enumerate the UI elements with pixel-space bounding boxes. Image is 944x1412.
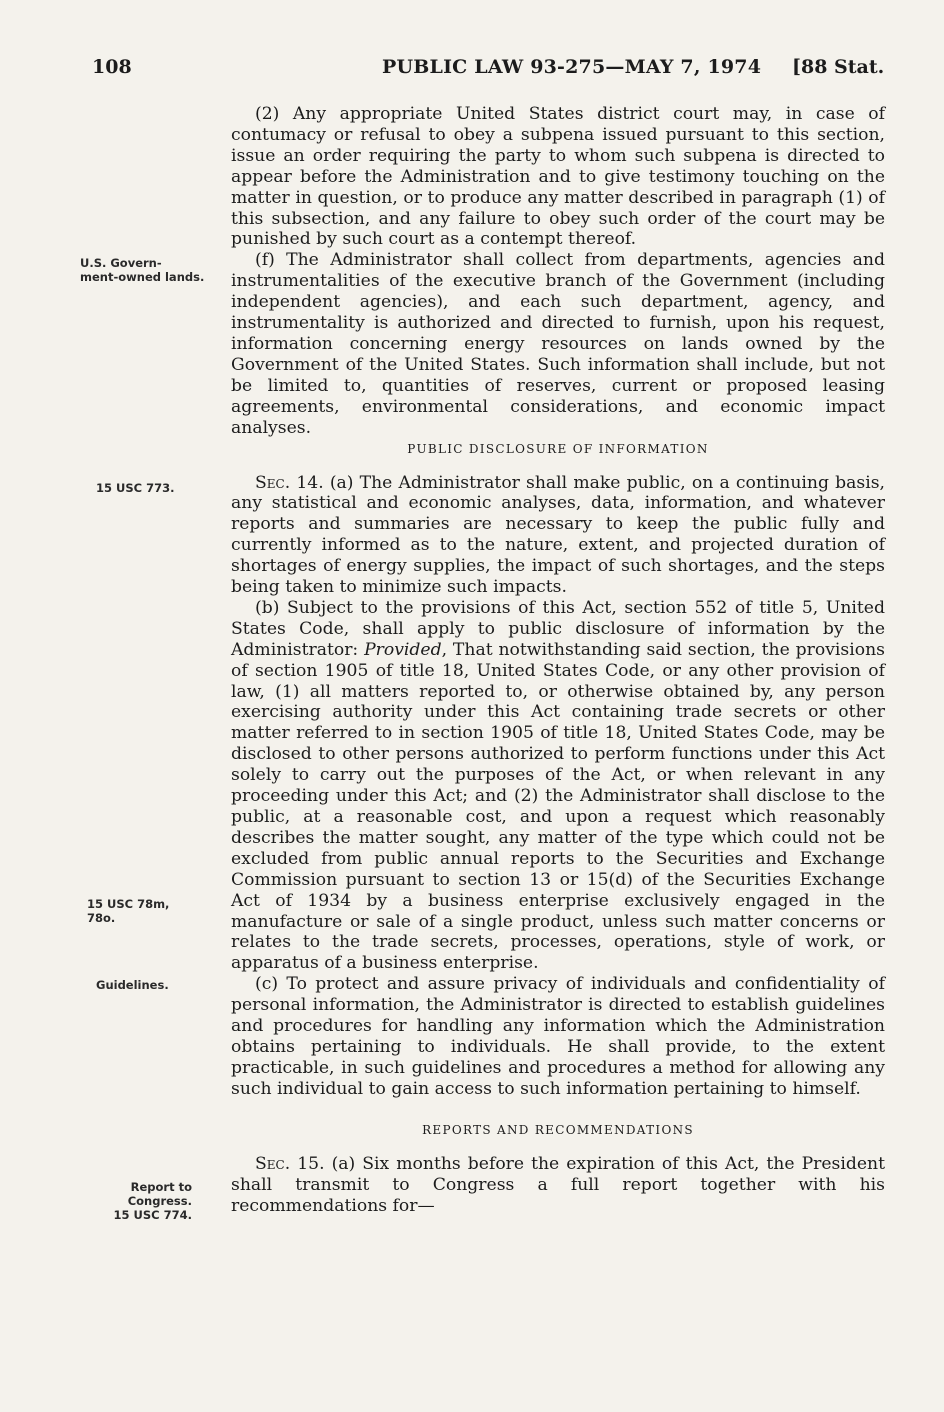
heading-reports-recommendations: REPORTS AND RECOMMENDATIONS xyxy=(422,1122,694,1137)
heading-public-disclosure: PUBLIC DISCLOSURE OF INFORMATION xyxy=(407,441,709,456)
section-14-c: (c) To protect and assure privacy of individuals and confidentiality of personal information, the Administrator is directed to establish guidelines and procedures for handling any information which the Administration obtains pertaining to individuals. He shall provide, to the extent practicable, in such guidelines and procedures a method for allowing any such individual to gain access to such information pertaining to himself. xyxy=(231,974,885,1099)
margin-note-government-lands: U.S. Govern- ment-owned lands. xyxy=(80,256,205,284)
margin-note-report-to-congress: Report to Congress. 15 USC 774. xyxy=(113,1180,192,1222)
section-14-b: (b) Subject to the provisions of this Act, section 552 of title 5, United States Code, shall apply to public disclosure of information by the Administrator: Provided, That notwithstanding said section, the provisions of section 1905 of title 18, United States Code, or any other provision of law, (1) all matters reported to, or otherwise obtained by, any person exercising authority under this Act containing trade secrets or other matter referred to in section 1905 of title 18, United States Code, may be disclosed to other persons authorized to perform functions under this Act solely to carry out the purposes of the Act, or when relevant in any proceeding under this Act; and (2) the Administrator shall disclose to the public, at a reasonable cost, and upon a request which reasonably describes the matter sought, any matter of the type which could not be excluded from public annual reports to the Securities and Exchange Commission pursuant to section 13 or 15(d) of the Securities Exchange Act of 1934 by a business enterprise exclusively engaged in the manufacture or sale of a single product, unless such matter concerns or relates to the trade secrets, processes, operations, style of work, or apparatus of a business enterprise. xyxy=(231,597,885,974)
margin-note-guidelines: Guidelines. xyxy=(96,978,169,992)
main-text xyxy=(231,104,885,1216)
section-15-label: Sec. 15. xyxy=(255,1153,325,1174)
margin-note-15-usc-78m: 15 USC 78m, 78o. xyxy=(87,897,170,925)
paragraph-2: (2) Any appropriate United States district court may, in case of contumacy or refusal to obey a subpena issued pursuant to this section, issue an order requiring the party to whom such subpena is directed to appear before the Administration and to give testimony touching on the matter in question, or to produce any matter described in paragraph (1) of this subsection, and any failure to obey such order of the court may be punished by such court as a contempt thereof. xyxy=(231,104,885,250)
margin-note-15-usc-773: 15 USC 773. xyxy=(96,481,175,495)
page-number: 108 xyxy=(92,56,132,78)
page-title: PUBLIC LAW 93-275—MAY 7, 1974 xyxy=(382,56,762,78)
section-14-a: Sec. 14. (a) The Administrator shall make public, on a continuing basis, any statistical and economic analyses, data, information, and whatever reports and summaries are necessary to keep the public fully and currently informed as to the nature, extent, and projected duration of shortages of energy supplies, the impact of such shortages, and the steps being taken to minimize such impacts. xyxy=(231,472,885,598)
provided-italic: Provided xyxy=(364,639,442,660)
section-15-a: Sec. 15. (a) Six months before the expiration of this Act, the President shall transmit to Congress a full report together with his recommendations for— xyxy=(231,1153,885,1216)
section-14-label: Sec. 14. xyxy=(255,472,324,493)
paragraph-f: (f) The Administrator shall collect from departments, agencies and instrumentalities of the executive branch of the Government (including independent agencies), and each such department, agency, and instrumentality is authorized and directed to furnish, upon his request, information concerning energy resources on lands owned by the Government of the United States. Such information shall include, but not be limited to, quantities of reserves, current or proposed leasing agreements, environmental considerations, and economic impact analyses. xyxy=(231,250,885,438)
statute-reference: [88 Stat. xyxy=(792,56,885,78)
running-header xyxy=(0,56,944,86)
